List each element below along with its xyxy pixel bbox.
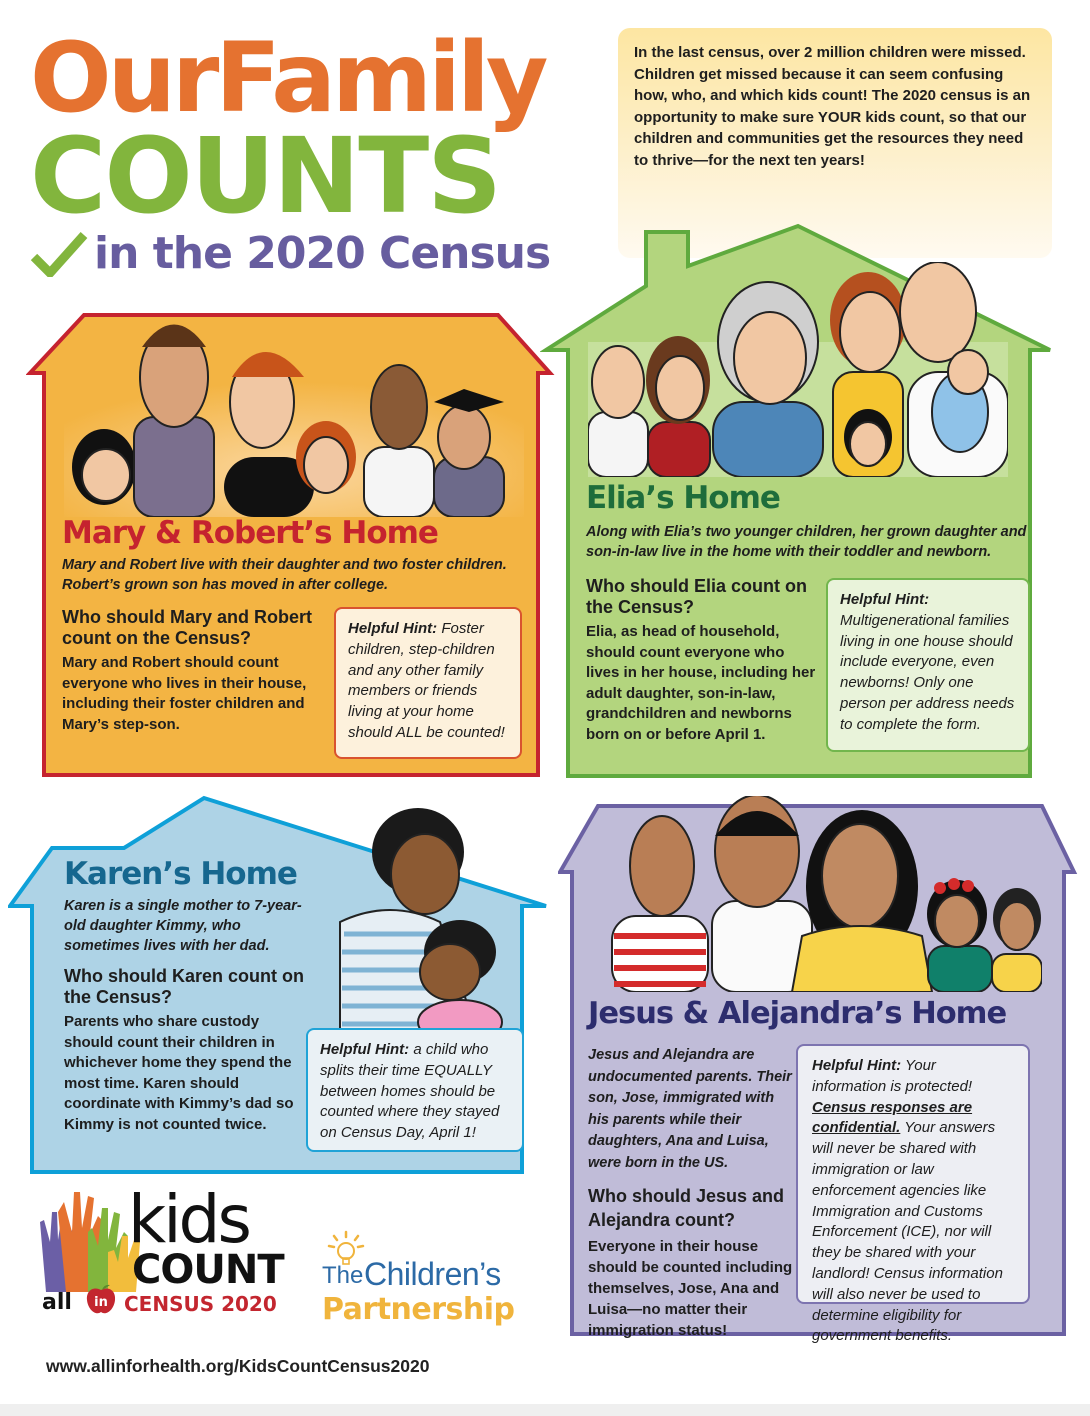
home-card-karen xyxy=(8,788,552,1176)
family-illustration xyxy=(588,262,1008,477)
home-description: Karen is a single mother to 7-year-old daughter Kimmy, who sometimes lives with her dad. xyxy=(64,898,302,954)
question-answer: Mary and Robert should count everyone who lives in their house, including their foster children and Mary’s step-son. xyxy=(62,654,307,733)
question-heading: Who should Karen count on the Census? xyxy=(64,966,304,1007)
home-description: Along with Elia’s two younger children, her grown daughter and son-in-law live in the home with their toddler and newborn. xyxy=(586,524,1027,560)
home-card-elia xyxy=(540,210,1080,782)
logo-the-text: The xyxy=(322,1262,364,1289)
title-in-2020-census: in the 2020 Census xyxy=(94,228,551,279)
title-counts: COUNTS xyxy=(30,115,501,237)
hint-label: Helpful Hint: xyxy=(840,591,930,608)
bottom-bar xyxy=(0,1404,1090,1416)
question-heading: Who should Mary and Robert count on the Census? xyxy=(62,607,312,648)
hint-text: Multigenerational families living in one house should include everyone, even newborns! Only one person per address needs to complete the form. xyxy=(840,611,1015,733)
question-answer: Elia, as head of household, should count everyone who lives in her house, including her adult daughter, son-in-law, grandchildren and newborns born on or before April 1. xyxy=(586,623,816,743)
question-answer: Parents who share custody should count their children in whichever home they spend the most time. Karen should coordinate with Kimmy’s dad so Kimmy is not counted twice. xyxy=(64,1013,294,1133)
title-our-family: OurFamily xyxy=(30,22,545,134)
hint-text: a child who splits their time EQUALLY between homes should be counted where they stayed on Census Day, April 1! xyxy=(320,1041,500,1142)
home-title: Elia’s Home xyxy=(586,480,780,516)
question-section xyxy=(588,1184,794,1341)
hint-text-continued: Your answers will never be shared with immigration or law enforcement agencies like Immigration and Customs Enforcement (ICE), nor will they be shared with your landlord! Census information will also never be used to determine eligibility for government benefits. xyxy=(812,1119,1003,1345)
logo-count-text: COUNT xyxy=(132,1247,284,1293)
home-card-mary-robert xyxy=(26,305,556,780)
svg-text:in: in xyxy=(94,1295,108,1310)
hint-label: Helpful Hint: xyxy=(348,620,438,637)
question-section xyxy=(586,576,818,745)
hint-text: Foster children, step-children and any other family members or friends living at your home should ALL be counted! xyxy=(348,620,505,741)
home-title: Mary & Robert’s Home xyxy=(62,515,438,551)
hint-underlined-text: Census responses are confidential. xyxy=(812,1098,973,1137)
logo-childrens-text: Children’s xyxy=(364,1256,501,1292)
question-answer: Everyone in their house should be counted including themselves, Jose, Ana and Luisa—no matter their immigration status! xyxy=(588,1238,793,1339)
helpful-hint-box xyxy=(826,578,1030,752)
hint-text: Your information is protected! xyxy=(812,1057,973,1095)
hint-label: Helpful Hint: xyxy=(812,1057,902,1074)
kids-count-census-logo xyxy=(36,1181,306,1322)
page-title xyxy=(30,22,610,279)
helpful-hint-box xyxy=(306,1028,524,1152)
family-illustration xyxy=(64,307,524,517)
apple-icon xyxy=(84,1284,118,1316)
intro-text: In the last census, over 2 million children were missed. Children get missed because it can seem confusing how, who, and which kids count! The 2020 census is an opportunity to make sure YOUR kids count, so that our children and communities get the resources they need to thrive—for the next ten years! xyxy=(634,44,1031,169)
question-heading: Who should Jesus and Alejandra count? xyxy=(588,1186,785,1230)
home-description: Jesus and Alejandra are undocumented parents. Their son, Jose, immigrated with his parents while their daughters, Ana and Luisa, were born in the US. xyxy=(588,1047,792,1171)
helpful-hint-box xyxy=(334,607,522,759)
logo-partnership-text: Partnership xyxy=(322,1292,515,1327)
question-heading: Who should Elia count on the Census? xyxy=(586,576,807,617)
checkmark-icon xyxy=(30,231,88,277)
home-card-jesus-alejandra xyxy=(558,796,1080,1345)
childrens-partnership-logo xyxy=(318,1230,548,1330)
footer-url: www.allinforhealth.org/KidsCountCensus2020 xyxy=(46,1356,430,1376)
home-title: Karen’s Home xyxy=(64,856,297,892)
home-title: Jesus & Alejandra’s Home xyxy=(588,996,1007,1031)
question-section xyxy=(64,966,304,1135)
helpful-hint-box xyxy=(796,1044,1030,1345)
logo-census-2020-text: CENSUS 2020 xyxy=(124,1292,277,1316)
title-subline xyxy=(30,228,610,279)
logo-all-text: all xyxy=(42,1290,72,1315)
hint-label: Helpful Hint: xyxy=(320,1041,410,1058)
logo-kids-text: kids xyxy=(128,1181,249,1258)
family-illustration xyxy=(592,796,1042,992)
home-description: Mary and Robert live with their daughter and two foster children. Robert’s grown son has moved in after college. xyxy=(62,557,507,593)
question-section xyxy=(62,607,332,735)
